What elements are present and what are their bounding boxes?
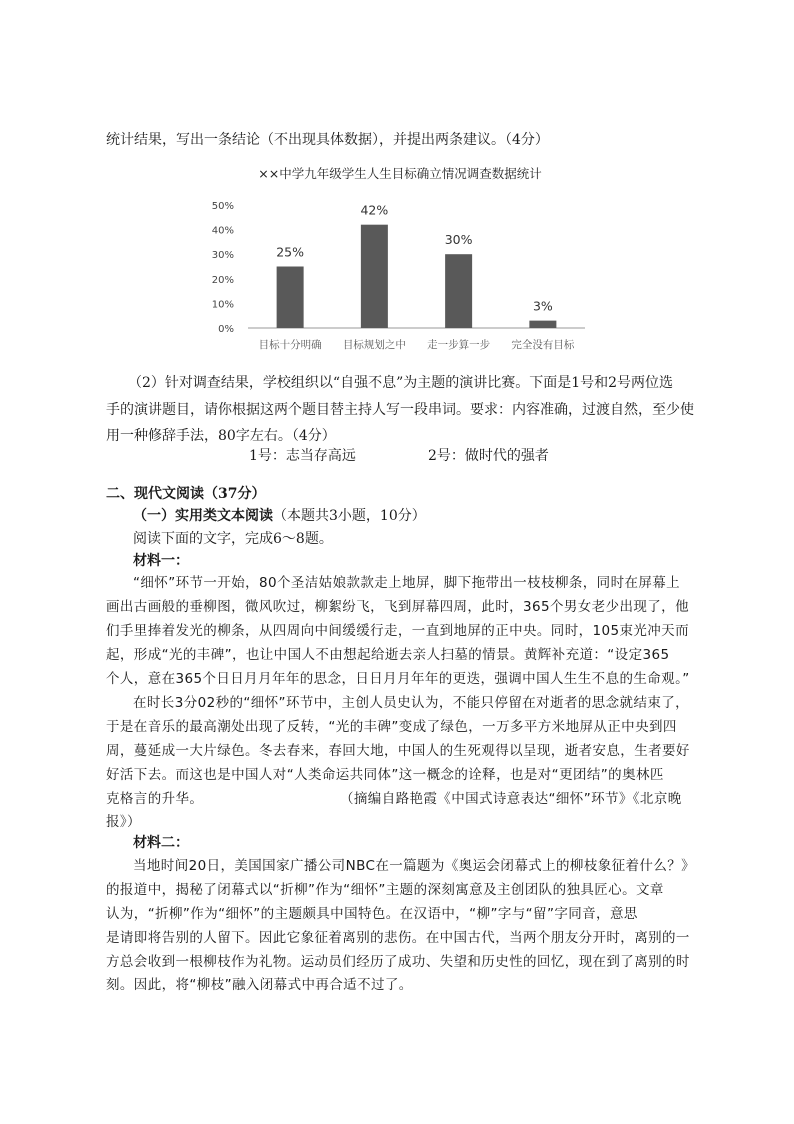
y-tick-label: 40% — [211, 225, 234, 237]
material1-para1-line: “细怀”环节一开始，80个圣洁姑娘款款走上地屏，脚下拖带出一枝枝柳条，同时在屏幕上 — [133, 575, 681, 591]
category-label: 目标规划之中 — [342, 339, 406, 351]
data-label: 3% — [532, 298, 553, 314]
material1-para1-line: 们手里捧着发光的柳条，从四周向中间缓缓行走，一直到地屏的正中央。同时，105束光冲天而 — [106, 623, 689, 639]
speech-topic-1: 1号：志当存高远 — [249, 448, 356, 464]
speech-topic-2: 2号：做时代的强者 — [428, 448, 549, 464]
material2-line: 当地时间20日，美国国家广播公司NBC在一篇题为《奥运会闭幕式上的柳枝象征着什么？》 — [133, 858, 696, 874]
q2-line-3: 用一种修辞手法，80字左右。（4分） — [106, 428, 336, 444]
data-label: 25% — [276, 244, 305, 260]
y-tick-label: 20% — [211, 274, 234, 286]
y-tick-label: 0% — [218, 324, 234, 335]
material2-line: 是请即将告别的人留下。因此它象征着离别的悲伤。在中国古代，当两个朋友分开时，离别的一 — [106, 930, 690, 946]
material1-para1-line: 起，形成“光的丰碑”，也让中国人不由想起给逝去亲人扫墓的情景。黄辉补充道：“设定365 — [106, 647, 670, 663]
bar — [277, 267, 304, 329]
material1-para2-line: 在时长3分02秒的“细怀”环节中，主创人员史认为，不能只停留在对逝者的思念就结束了， — [133, 695, 690, 711]
chart-title: ××中学九年级学生人生目标确立情况调查数据统计 — [258, 166, 542, 181]
data-label: 42% — [360, 202, 389, 218]
category-label: 走一步算一步 — [427, 339, 491, 351]
material1-source-cont: 报》） — [106, 814, 141, 830]
subsection-title: （一）实用类文本阅读 — [133, 508, 273, 524]
material2-title: 材料二： — [133, 835, 189, 851]
material2-line: 认为，“折柳”作为“细怀”的主题颇具中国特色。在汉语中，“柳”字与“留”字同音，意思 — [106, 906, 638, 922]
material1-source: （摘编自路艳霞《中国式诗意表达“细怀”环节》《北京晚 — [340, 791, 682, 807]
bar — [361, 225, 388, 328]
bar — [445, 254, 472, 328]
question-intro: 统计结果，写出一条结论（不出现具体数据），并提出两条建议。（4分） — [106, 132, 549, 148]
subsection-heading — [133, 506, 426, 526]
material1-para1-line: 画出古画般的垂柳图，微风吹过，柳絮纷飞，飞到屏幕四周，此时，365个男女老少出现了，他 — [106, 599, 689, 615]
subsection-note: （本题共3小题，10分） — [273, 508, 426, 524]
material1-para1-line: 个人，意在365个日日月月年年的思念，日日月月年年的更迭，强调中国人生生不息的生命观。” — [106, 671, 690, 687]
y-tick-label: 10% — [211, 299, 234, 311]
bar-chart — [200, 160, 600, 360]
q2-line-1: （2）针对调查结果，学校组织以“自强不息”为主题的演讲比赛。下面是1号和2号两位选 — [128, 375, 674, 391]
category-label: 目标十分明确 — [258, 339, 322, 351]
material2-line: 方总会收到一根柳枝作为礼物。运动员们经历了成功、失望和历史性的回忆，现在到了离别的时 — [106, 954, 690, 970]
material1-title: 材料一： — [133, 553, 189, 569]
q2-line-2: 手的演讲题目，请你根据这两个题目替主持人写一段串词。要求：内容准确，过渡自然，至少使 — [106, 402, 694, 418]
reading-instruction: 阅读下面的文字，完成6～8题。 — [133, 531, 333, 547]
material1-para2-line: 好活下去。而这也是中国人对“人类命运共同体”这一概念的诠释，也是对“更团结”的奥林匹 — [106, 767, 664, 783]
material1-para2-line: 周，蔓延成一大片绿色。冬去春来，春回大地，中国人的生死观得以呈现，逝者安息，生者要好 — [106, 743, 690, 759]
material2-line: 刻。因此，将“柳枝”融入闭幕式中再合适不过了。 — [106, 977, 413, 993]
section-title: 二、现代文阅读（37分） — [106, 486, 266, 502]
y-tick-label: 30% — [211, 250, 234, 262]
material1-para2-line: 克格言的升华。 — [106, 791, 204, 807]
material2-line: 的报道中，揭秘了闭幕式以“折柳”作为“细怀”主题的深刻寓意及主创团队的独具匠心。文章 — [106, 882, 664, 898]
y-tick-label: 50% — [211, 201, 234, 212]
bar — [529, 321, 556, 328]
category-label: 完全没有目标 — [511, 339, 575, 351]
data-label: 30% — [444, 232, 473, 248]
material1-para2-line: 于是在音乐的最高潮处出现了反转，“光的丰碑”变成了绿色，一万多平方米地屏从正中央到四 — [106, 719, 677, 735]
